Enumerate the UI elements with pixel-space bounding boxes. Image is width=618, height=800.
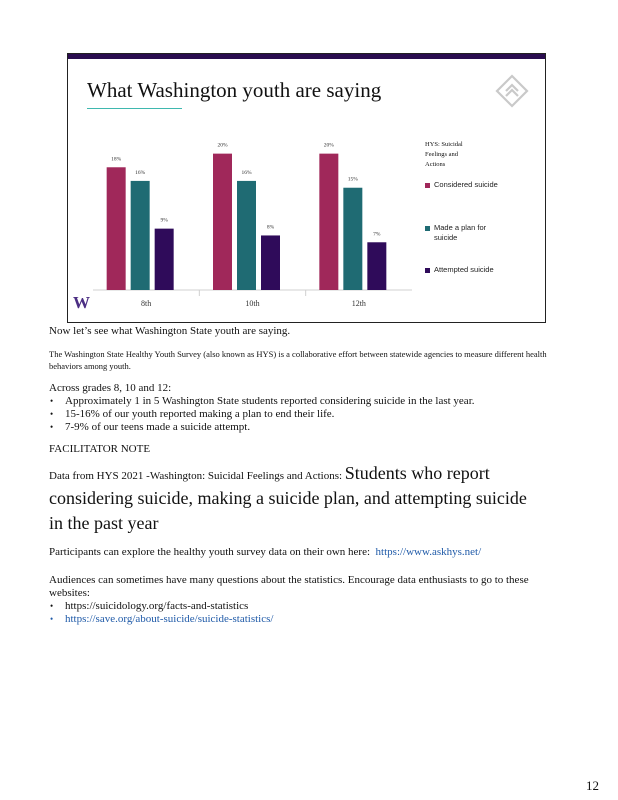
- bar: [261, 235, 280, 290]
- data-label: 20%: [217, 142, 228, 149]
- grade-bullets: [49, 395, 569, 434]
- legend-label: Made a plan for suicide: [434, 223, 487, 242]
- data-label: 20%: [323, 142, 334, 149]
- bar: [131, 181, 150, 290]
- legend-swatch: [425, 226, 430, 231]
- data-label: 15%: [347, 176, 358, 183]
- data-source: [49, 461, 529, 536]
- notes-intro: Now let’s see what Washington State youth are saying.: [49, 325, 291, 337]
- audiences-paragraph: Audiences can sometimes have many questions about the statistics. Encourage data enthusiasts to go to these websites:: [49, 574, 529, 599]
- data-source-description: Students who report considering suicide, making a suicide plan, and attempting suicide in the past year: [49, 463, 527, 533]
- bar: [107, 167, 126, 290]
- bar: [343, 188, 362, 290]
- askhys-link[interactable]: https://www.askhys.net/: [375, 546, 482, 558]
- data-label: 8%: [266, 224, 275, 231]
- save-website-link[interactable]: • https://save.org/about-suicide/suicide-statistics/: [49, 613, 569, 626]
- list-item: • Approximately 1 in 5 Washington State students reported considering suicide in the last year.: [49, 395, 569, 408]
- bar: [367, 242, 386, 290]
- bar: [155, 229, 174, 290]
- bar: [237, 181, 256, 290]
- legend-item-attempted: [425, 265, 509, 275]
- x-tick-label: 10th: [245, 299, 260, 308]
- university-logo: W: [73, 293, 90, 312]
- legend-label: Attempted suicide: [434, 265, 494, 274]
- explore-paragraph: [49, 546, 569, 559]
- website-list: [49, 600, 569, 626]
- page-number: 12: [586, 778, 599, 793]
- legend-item-considered: [425, 180, 509, 190]
- data-label: 7%: [373, 231, 381, 238]
- x-tick-label: 12th: [351, 299, 366, 308]
- grades-heading: Across grades 8, 10 and 12:: [49, 382, 172, 394]
- bar: [213, 154, 232, 290]
- slide-image: [67, 53, 546, 323]
- legend-swatch: [425, 183, 430, 188]
- data-label: 16%: [135, 169, 146, 176]
- chart-legend: [425, 140, 535, 274]
- data-label: 18%: [111, 156, 122, 163]
- legend-swatch: [425, 268, 430, 273]
- data-label: 9%: [160, 217, 168, 224]
- legend-item-plan: [425, 223, 496, 243]
- suicidology-website[interactable]: • https://suicidology.org/facts-and-statistics: [49, 600, 569, 613]
- data-source-label: Data from HYS 2021 -Washington: Suicidal Feelings and Actions:: [49, 470, 345, 482]
- legend-title: HYS: Suicidal Feelings and Actions: [425, 141, 463, 168]
- list-item: • 15-16% of our youth reported making a plan to end their life.: [49, 408, 569, 421]
- explore-text: Participants can explore the healthy youth survey data on their own here:: [49, 546, 371, 558]
- data-label: 16%: [241, 169, 252, 176]
- legend-label: Considered suicide: [434, 180, 498, 189]
- speaker-notes: [49, 325, 569, 626]
- list-item: • 7-9% of our teens made a suicide attempt.: [49, 421, 569, 434]
- bar: [319, 154, 338, 290]
- slide-title: What Washington youth are saying: [87, 78, 382, 102]
- x-tick-label: 8th: [141, 299, 152, 308]
- facilitator-heading: FACILITATOR NOTE: [49, 443, 151, 455]
- hys-description: The Washington State Healthy Youth Survey (also known as HYS) is a collaborative effort between statewide agencies to measure different health behaviors among youth.: [49, 349, 547, 371]
